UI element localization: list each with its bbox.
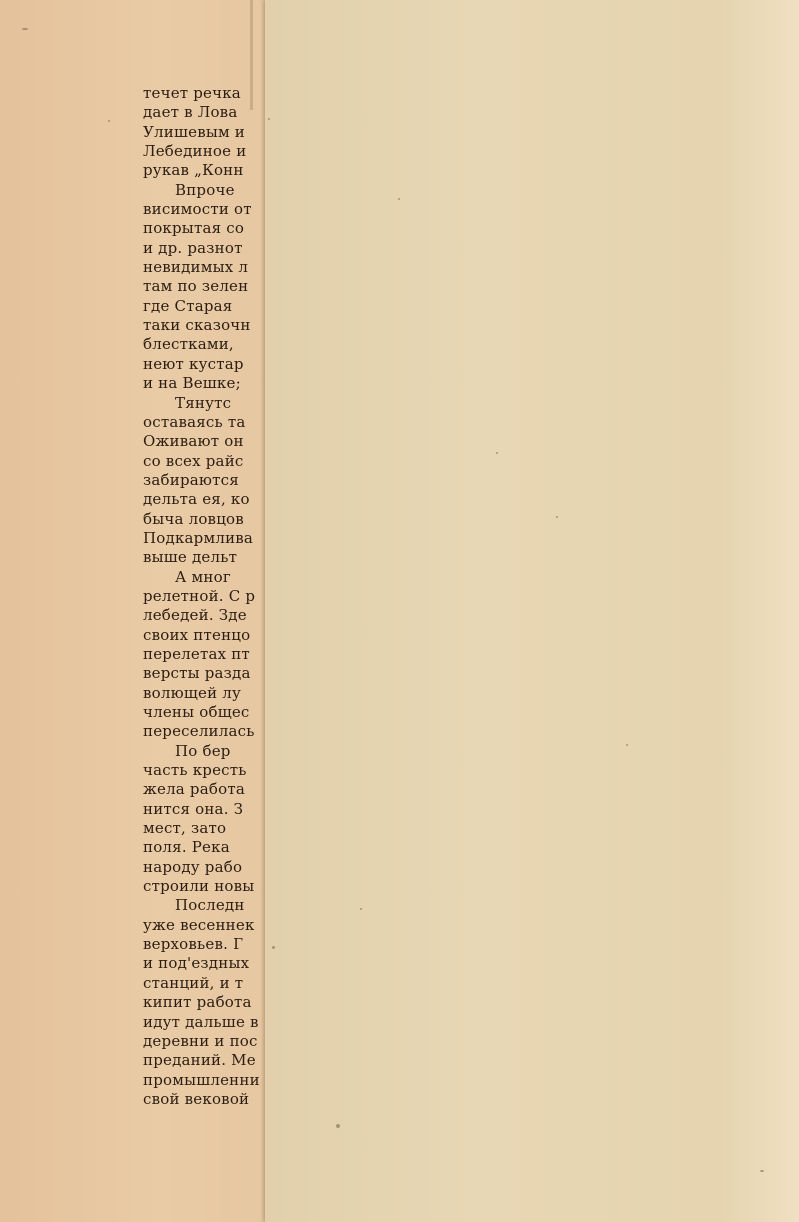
text-line: и на Вешке;: [143, 374, 241, 393]
text-line: верховьев. Г: [143, 935, 244, 954]
page-text: [143, 84, 268, 1109]
text-line: Подкармлива: [143, 528, 254, 547]
text-line: преданий. Ме: [143, 1051, 256, 1070]
text-line: деревни и пос: [143, 1031, 258, 1050]
text-line: лебедей. Зде: [143, 606, 247, 625]
text-line: версты разда: [143, 664, 251, 683]
text-line: и под'ездных: [143, 954, 250, 973]
text-line: Улишевым и: [143, 122, 246, 141]
text-line: где Старая: [143, 296, 233, 315]
text-line: Впроче: [175, 180, 235, 199]
text-line: часть кресть: [143, 761, 247, 780]
paper-speck: [336, 1124, 340, 1128]
text-line: быча ловцов: [143, 509, 244, 528]
text-line: идут дальше в: [143, 1012, 259, 1031]
text-line: неют кустар: [143, 354, 244, 373]
text-line: своих птенцо: [143, 625, 251, 644]
text-line: релетной. С р: [143, 586, 256, 605]
text-line: переселилась: [143, 722, 255, 741]
text-line: со всех райс: [143, 451, 244, 470]
text-line: дает в Лова: [143, 103, 238, 122]
text-line: члены общес: [143, 703, 250, 721]
overlay-blank-sheet: [265, 0, 799, 1222]
text-line: промышленни: [143, 1070, 260, 1089]
text-line: и др. разнот: [143, 238, 243, 257]
text-line: Лебединое и: [143, 142, 247, 161]
text-line: поля. Река: [143, 838, 230, 857]
text-line: Последн: [175, 896, 245, 915]
paper-speck: [398, 198, 400, 200]
text-line: станций, и т: [143, 973, 244, 992]
paper-speck: [272, 946, 275, 949]
text-line: свой вековой: [143, 1089, 250, 1108]
text-line: блестками,: [143, 335, 234, 354]
text-line: покрытая со: [143, 219, 245, 238]
paper-speck: [556, 516, 558, 518]
text-line: выше дельт: [143, 548, 238, 567]
text-line: уже весеннек: [143, 915, 255, 934]
text-line: висимости от: [143, 200, 252, 219]
paper-speck: [268, 118, 270, 120]
text-line: Тянутс: [175, 393, 232, 412]
paper-speck: [22, 28, 28, 30]
paper-speck: [496, 452, 498, 454]
paper-speck: [360, 908, 362, 910]
text-line: Оживают он: [143, 432, 244, 451]
text-line: мест, зато: [143, 819, 227, 838]
text-line: забираются: [143, 470, 239, 489]
text-line: таки сказочн: [143, 316, 251, 335]
text-line: рукав „Конн: [143, 161, 244, 180]
text-line: А мног: [175, 567, 231, 586]
paper-speck: [108, 120, 110, 122]
text-line: жела работа: [143, 780, 245, 799]
text-line: там по зелен: [143, 277, 249, 296]
text-line: народу рабо: [143, 857, 243, 876]
text-line: течет речка: [143, 84, 241, 102]
paper-speck: [626, 744, 628, 746]
text-line: дельта ея, ко: [143, 490, 250, 509]
text-line: оставаясь та: [143, 412, 246, 431]
text-line: волющей лу: [143, 683, 242, 702]
text-line: По бер: [175, 741, 231, 760]
text-line: строили новы: [143, 877, 255, 896]
text-line: нится она. З: [143, 799, 244, 818]
text-line: перелетах пт: [143, 644, 250, 663]
text-line: кипит работа: [143, 993, 252, 1012]
text-line: невидимых л: [143, 258, 249, 277]
paper-speck: [760, 1170, 764, 1172]
